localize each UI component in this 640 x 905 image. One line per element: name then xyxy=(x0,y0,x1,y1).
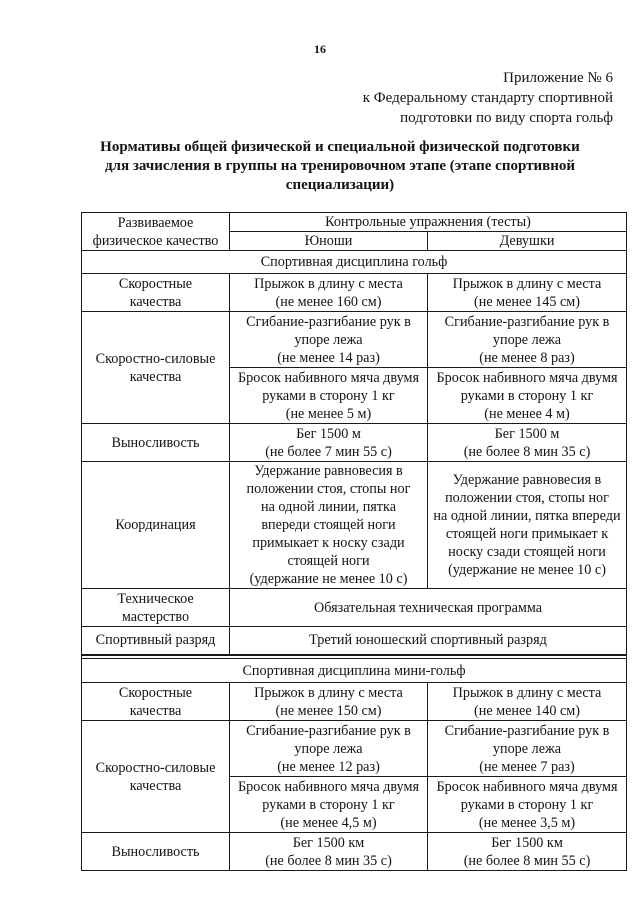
quality-cell: Координация xyxy=(82,462,230,589)
table-row xyxy=(82,721,627,777)
quality-line: мастерство xyxy=(121,608,190,625)
table-row xyxy=(82,833,627,871)
boys-cell xyxy=(230,424,428,462)
cell-line: Бросок набивного мяча двумя xyxy=(436,369,618,386)
cell-line: Прыжок в длину с места xyxy=(254,684,403,701)
table-row xyxy=(82,462,627,589)
table-row xyxy=(82,683,627,721)
header-tests: Контрольные упражнения (тесты) xyxy=(230,213,627,232)
cell-line: примыкает к носку сзади xyxy=(252,535,405,551)
cell-line: руками в сторону 1 кг xyxy=(262,387,395,404)
cell-line: Бег 1500 м xyxy=(296,425,361,442)
section-row-minigolf xyxy=(82,659,627,683)
norms-table xyxy=(81,212,627,871)
cell-line: Прыжок в длину с места xyxy=(254,275,403,292)
appendix-line-3: подготовки по виду спорта гольф xyxy=(400,110,613,126)
title-line-3: специализации) xyxy=(285,177,395,193)
quality-line: качества xyxy=(129,293,182,310)
quality-cell: Спортивный разряд xyxy=(82,627,230,655)
girls-cell xyxy=(428,462,627,589)
table-header-row xyxy=(82,213,627,232)
boys-cell xyxy=(230,462,428,589)
merged-cell: Обязательная техническая программа xyxy=(230,589,627,627)
cell-line: Бросок набивного мяча двумя xyxy=(237,369,420,386)
cell-line: (не более 8 мин 55 с) xyxy=(463,852,591,869)
cell-line: (не менее 7 раз) xyxy=(479,758,575,775)
cell-line: упоре лежа xyxy=(294,331,363,348)
section-title-minigolf: Спортивная дисциплина мини-гольф xyxy=(82,659,627,683)
title-line-1: Нормативы общей физической и специальной физической подготовки xyxy=(100,139,580,155)
table-row xyxy=(82,312,627,368)
cell-line: (не менее 3,5 м) xyxy=(478,814,576,831)
cell-line: на одной линии, пятка xyxy=(260,499,396,515)
cell-line: руками в сторону 1 кг xyxy=(460,387,594,404)
cell-line: (не менее 14 раз) xyxy=(277,349,380,366)
quality-line: Скоростно-силовые xyxy=(95,759,216,776)
cell-line: Бросок набивного мяча двумя xyxy=(237,778,420,795)
cell-line: Удержание равновесия в xyxy=(452,472,602,488)
cell-line: руками в сторону 1 кг xyxy=(262,796,395,813)
cell-line: Сгибание-разгибание рук в xyxy=(444,722,610,739)
cell-line: Сгибание-разгибание рук в xyxy=(444,313,610,330)
appendix-line-1: Приложение № 6 xyxy=(503,70,613,86)
cell-line: носку сзади стоящей ноги xyxy=(448,544,606,560)
document-title xyxy=(70,138,610,195)
boys-cell xyxy=(230,683,428,721)
boys-cell xyxy=(230,833,428,871)
quality-cell xyxy=(82,589,230,627)
girls-cell xyxy=(428,274,627,312)
quality-line: Техническое xyxy=(117,590,194,607)
cell-line: Прыжок в длину с места xyxy=(452,275,602,292)
header-quality xyxy=(82,213,230,251)
cell-line: (удержание не менее 10 с) xyxy=(249,571,408,587)
girls-cell xyxy=(428,777,627,833)
cell-line: руками в сторону 1 кг xyxy=(460,796,594,813)
table-row xyxy=(82,424,627,462)
cell-line: Бег 1500 м xyxy=(494,425,560,442)
boys-cell xyxy=(230,721,428,777)
header-girls: Девушки xyxy=(428,232,627,251)
girls-cell xyxy=(428,721,627,777)
quality-cell xyxy=(82,274,230,312)
cell-line: (не более 7 мин 55 с) xyxy=(265,443,392,460)
girls-cell xyxy=(428,368,627,424)
girls-cell xyxy=(428,833,627,871)
cell-line: (не менее 5 м) xyxy=(285,405,372,422)
title-line-2: для зачисления в группы на тренировочном этапе (этапе спортивной xyxy=(104,158,576,174)
table-row xyxy=(82,627,627,655)
cell-line: Удержание равновесия в xyxy=(254,463,403,479)
quality-line: Скоростно-силовые xyxy=(95,350,216,367)
girls-cell xyxy=(428,683,627,721)
girls-cell xyxy=(428,424,627,462)
cell-line: упоре лежа xyxy=(492,331,562,348)
merged-cell: Третий юношеский спортивный разряд xyxy=(230,627,627,655)
cell-line: Бег 1500 км xyxy=(292,834,365,851)
quality-cell xyxy=(82,312,230,424)
header-quality-line-2: физическое качество xyxy=(92,232,219,249)
quality-line: Скоростные xyxy=(118,684,193,701)
appendix-block xyxy=(363,68,613,128)
quality-line: качества xyxy=(129,777,182,794)
header-quality-line-1: Развиваемое xyxy=(117,214,194,231)
cell-line: (не менее 140 см) xyxy=(474,702,580,719)
cell-line: Прыжок в длину с места xyxy=(452,684,602,701)
boys-cell xyxy=(230,274,428,312)
cell-line: (не менее 4 м) xyxy=(484,405,570,422)
cell-line: Сгибание-разгибание рук в xyxy=(246,313,411,330)
table-row xyxy=(82,589,627,627)
table-row xyxy=(82,274,627,312)
cell-line: Бросок набивного мяча двумя xyxy=(436,778,618,795)
appendix-line-2: к Федеральному стандарту спортивной xyxy=(362,90,613,106)
section-row-golf xyxy=(82,251,627,274)
boys-cell xyxy=(230,312,428,368)
quality-cell xyxy=(82,683,230,721)
cell-line: (не менее 145 см) xyxy=(474,293,580,310)
boys-cell xyxy=(230,777,428,833)
cell-line: (не менее 160 см) xyxy=(275,293,382,310)
cell-line: на одной линии, пятка впереди xyxy=(433,508,621,524)
cell-line: впереди стоящей ноги xyxy=(261,517,396,533)
cell-line: Бег 1500 км xyxy=(491,834,563,851)
quality-line: Скоростные xyxy=(118,275,193,292)
page-number: 16 xyxy=(314,42,326,56)
quality-cell: Выносливость xyxy=(82,833,230,871)
boys-cell xyxy=(230,368,428,424)
cell-line: Сгибание-разгибание рук в xyxy=(246,722,411,739)
quality-line: качества xyxy=(129,702,182,719)
section-title-golf: Спортивная дисциплина гольф xyxy=(82,251,627,274)
cell-line: упоре лежа xyxy=(492,740,562,757)
quality-cell xyxy=(82,721,230,833)
cell-line: стоящей ноги xyxy=(287,553,370,569)
cell-line: положении стоя, стопы ног xyxy=(445,490,609,506)
quality-cell: Выносливость xyxy=(82,424,230,462)
cell-line: (не более 8 мин 35 с) xyxy=(265,852,392,869)
cell-line: (не менее 12 раз) xyxy=(277,758,380,775)
header-boys: Юноши xyxy=(230,232,428,251)
cell-line: (не менее 8 раз) xyxy=(479,349,575,366)
girls-cell xyxy=(428,312,627,368)
cell-line: (не менее 4,5 м) xyxy=(280,814,377,831)
cell-line: (удержание не менее 10 с) xyxy=(448,562,606,578)
cell-line: стоящей ноги примыкает к xyxy=(445,526,609,542)
cell-line: (не более 8 мин 35 с) xyxy=(463,443,591,460)
quality-line: качества xyxy=(129,368,182,385)
cell-line: упоре лежа xyxy=(294,740,363,757)
cell-line: положении стоя, стопы ног xyxy=(246,481,411,497)
cell-line: (не менее 150 см) xyxy=(275,702,382,719)
